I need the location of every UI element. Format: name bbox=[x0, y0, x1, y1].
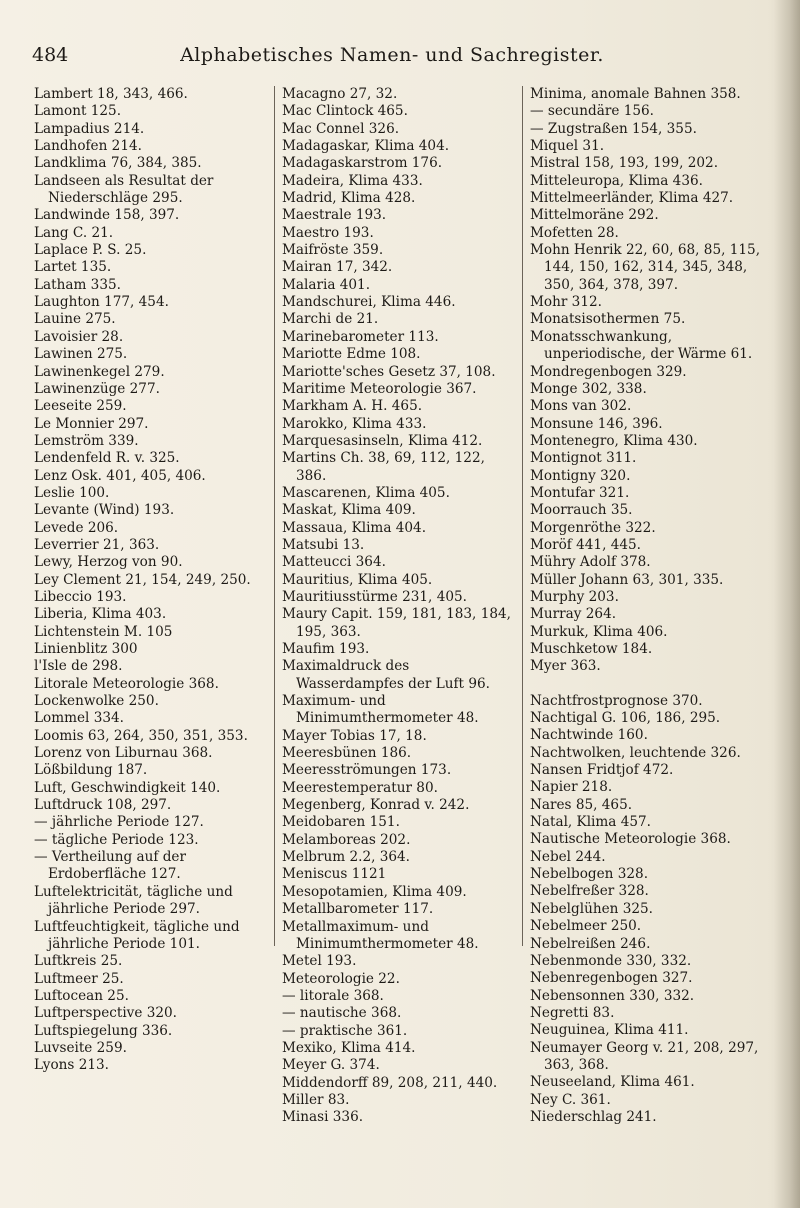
index-entry: Meyer G. 374. bbox=[282, 1057, 380, 1074]
index-entry: Nebelreißen 246. bbox=[530, 935, 651, 952]
index-entry: Maury Capit. 159, 181, 183, 184, 195, 363. bbox=[282, 606, 511, 640]
index-entry: Nebelglühen 325. bbox=[530, 900, 653, 917]
index-entry: Mac Clintock 465. bbox=[282, 103, 408, 120]
index-entry: Melbrum 2.2, 364. bbox=[282, 849, 411, 866]
index-entry: Lemström 339. bbox=[34, 432, 139, 449]
index-entry: Luftmeer 25. bbox=[34, 970, 124, 987]
index-entry: Lendenfeld R. v. 325. bbox=[34, 450, 180, 467]
index-entry: — secundäre 156. bbox=[530, 103, 654, 120]
index-entry: Maximaldruck des Wasserdampfes der Luft 96. bbox=[282, 658, 490, 692]
index-entry: Landklima 76, 384, 385. bbox=[34, 155, 202, 172]
index-entry: Maximum- und Minimumthermometer 48. bbox=[282, 693, 479, 727]
index-entry: Levede 206. bbox=[34, 519, 119, 536]
index-entry: Natal, Klima 457. bbox=[530, 814, 651, 831]
index-entry: Mohr 312. bbox=[530, 294, 602, 311]
index-entry: Moröf 441, 445. bbox=[530, 536, 641, 553]
index-entry: Landhofen 214. bbox=[34, 138, 142, 155]
index-entry: Mascarenen, Klima 405. bbox=[282, 484, 450, 501]
index-entry: Mondregenbogen 329. bbox=[530, 363, 687, 380]
index-entry: Lang C. 21. bbox=[34, 224, 114, 241]
index-entry: Maestro 193. bbox=[282, 224, 374, 241]
index-entry: Metel 193. bbox=[282, 953, 357, 970]
index-entry: Landwinde 158, 397. bbox=[34, 207, 180, 224]
index-entry: Lommel 334. bbox=[34, 710, 124, 727]
index-entry: Madeira, Klima 433. bbox=[282, 172, 423, 189]
index-entry: Le Monnier 297. bbox=[34, 415, 149, 432]
running-title: Alphabetisches Namen- und Sachregister. bbox=[180, 44, 604, 66]
index-entry: Nebelbogen 328. bbox=[530, 866, 649, 883]
index-entry: Madagaskarstrom 176. bbox=[282, 155, 443, 172]
index-entry: Luftperspective 320. bbox=[34, 1005, 177, 1022]
index-entry: Mesopotamien, Klima 409. bbox=[282, 883, 467, 900]
index-entry: Massaua, Klima 404. bbox=[282, 519, 427, 536]
index-entry: Mohn Henrik 22, 60, 68, 85, 115, 144, 150, 162, 314, 345, 348, 350, 364, 378, 397. bbox=[530, 242, 761, 293]
index-entry: Laughton 177, 454. bbox=[34, 294, 169, 311]
index-entry: Landseen als Resultat der Niederschläge 295. bbox=[34, 172, 214, 207]
index-entry: Monatsisothermen 75. bbox=[530, 311, 686, 328]
index-entry: Miquel 31. bbox=[530, 138, 605, 155]
index-entry: Nebensonnen 330, 332. bbox=[530, 987, 695, 1004]
index-entry: Nares 85, 465. bbox=[530, 796, 633, 813]
index-entry: Morgenröthe 322. bbox=[530, 519, 656, 536]
index-entry: Maskat, Klima 409. bbox=[282, 502, 416, 519]
index-entry: Meeresströmungen 173. bbox=[282, 762, 452, 779]
index-entry: Neuguinea, Klima 411. bbox=[530, 1022, 689, 1039]
index-entry: Melamboreas 202. bbox=[282, 831, 411, 848]
index-entry: Middendorff 89, 208, 211, 440. bbox=[282, 1074, 498, 1091]
index-entry: Megenberg, Konrad v. 242. bbox=[282, 797, 470, 814]
index-entry: Meidobaren 151. bbox=[282, 814, 400, 831]
index-entry: Lewy, Herzog von 90. bbox=[34, 554, 183, 571]
index-entry: Monge 302, 338. bbox=[530, 380, 647, 397]
index-entry: Laplace P. S. 25. bbox=[34, 242, 147, 259]
index-entry: Matsubi 13. bbox=[282, 536, 365, 553]
index-entry: Lawinenzüge 277. bbox=[34, 380, 160, 397]
index-entry: Mariotte'sches Gesetz 37, 108. bbox=[282, 363, 496, 380]
index-entry: Lavoisier 28. bbox=[34, 328, 124, 345]
index-entry: Linienblitz 300 bbox=[34, 641, 138, 657]
index-entry: Markham A. H. 465. bbox=[282, 398, 423, 415]
page-edge-shadow bbox=[774, 0, 800, 1208]
index-entry: Marokko, Klima 433. bbox=[282, 415, 427, 432]
index-entry: Montigny 320. bbox=[530, 467, 631, 484]
index-entry: Nachtwolken, leuchtende 326. bbox=[530, 744, 741, 761]
index-entry: Levante (Wind) 193. bbox=[34, 502, 175, 519]
index-entry: Luftdruck 108, 297. bbox=[34, 797, 172, 814]
index-entry: Luftocean 25. bbox=[34, 987, 129, 1004]
index-entry: Nebel 244. bbox=[530, 848, 606, 865]
index-entry: Litorale Meteorologie 368. bbox=[34, 675, 219, 692]
index-entry: Mauritius, Klima 405. bbox=[282, 571, 433, 588]
index-entry: Nebelfreßer 328. bbox=[530, 883, 649, 900]
index-entry: Müller Johann 63, 301, 335. bbox=[530, 571, 724, 588]
index-entry: Marquesasinseln, Klima 412. bbox=[282, 432, 483, 449]
index-entry: Luftspiegelung 336. bbox=[34, 1022, 173, 1039]
index-entry: Montenegro, Klima 430. bbox=[530, 432, 698, 449]
index-entry: Mac Connel 326. bbox=[282, 120, 400, 137]
index-entry: Malaria 401. bbox=[282, 276, 371, 293]
index-entry: Madagaskar, Klima 404. bbox=[282, 138, 450, 155]
index-entry: Marchi de 21. bbox=[282, 311, 379, 328]
index-entry: Luftelektricität, tägliche und jährliche Periode 297. bbox=[34, 883, 233, 918]
index-entry: Meniscus 1121 bbox=[282, 866, 387, 883]
index-entry: Myer 363. bbox=[530, 658, 601, 675]
index-entry: Leverrier 21, 363. bbox=[34, 536, 160, 553]
index-entry: Matteucci 364. bbox=[282, 554, 386, 571]
index-entry: — praktische 361. bbox=[282, 1022, 408, 1039]
index-entry: Mexiko, Klima 414. bbox=[282, 1039, 416, 1056]
index-entry: — Zugstraßen 154, 355. bbox=[530, 120, 697, 137]
index-entry: Maritime Meteorologie 367. bbox=[282, 380, 477, 397]
index-entry: Moorrauch 35. bbox=[530, 502, 633, 519]
index-entry: Muschketow 184. bbox=[530, 641, 653, 657]
index-entry: Lambert 18, 343, 466. bbox=[34, 86, 188, 102]
index-entry: — litorale 368. bbox=[282, 987, 384, 1004]
page-header bbox=[22, 44, 762, 74]
page-number: 484 bbox=[32, 44, 69, 66]
index-entry: Libeccio 193. bbox=[34, 588, 127, 605]
index-entry: Nachtigal G. 106, 186, 295. bbox=[530, 710, 721, 727]
index-entry: Mistral 158, 193, 199, 202. bbox=[530, 155, 719, 172]
index-entry: Meerestemperatur 80. bbox=[282, 779, 438, 796]
index-entry: Lorenz von Liburnau 368. bbox=[34, 745, 213, 762]
index-entry: — tägliche Periode 123. bbox=[34, 831, 199, 848]
index-entry: Meteorologie 22. bbox=[282, 970, 400, 987]
index-column-3 bbox=[530, 86, 770, 1126]
index-entry: Nebelmeer 250. bbox=[530, 918, 642, 935]
index-columns bbox=[34, 86, 774, 1196]
index-entry: Nachtfrostprognose 370. bbox=[530, 692, 703, 709]
index-entry: Nachtwinde 160. bbox=[530, 727, 648, 744]
index-entry: Lartet 135. bbox=[34, 259, 112, 276]
index-entry: Niederschlag 241. bbox=[530, 1108, 657, 1125]
index-entry: Lampadius 214. bbox=[34, 120, 145, 137]
index-entry: Nautische Meteorologie 368. bbox=[530, 831, 731, 848]
index-entry: Mofetten 28. bbox=[530, 224, 619, 241]
index-entry: Lyons 213. bbox=[34, 1057, 109, 1074]
index-entry: Liberia, Klima 403. bbox=[34, 606, 167, 623]
index-entry: Lawinenkegel 279. bbox=[34, 363, 165, 380]
index-entry: Maifröste 359. bbox=[282, 242, 384, 259]
index-entry: Napier 218. bbox=[530, 779, 613, 796]
index-entry: Mühry Adolf 378. bbox=[530, 554, 651, 571]
index-entry: Murphy 203. bbox=[530, 588, 619, 605]
index-entry: Marinebarometer 113. bbox=[282, 328, 439, 345]
index-entry: — Vertheilung auf der Erdoberfläche 127. bbox=[34, 849, 186, 883]
index-entry: Neuseeland, Klima 461. bbox=[530, 1074, 695, 1091]
index-entry: Luftkreis 25. bbox=[34, 953, 123, 970]
index-entry: Miller 83. bbox=[282, 1091, 350, 1108]
index-column-1 bbox=[34, 86, 266, 1075]
column-divider bbox=[274, 86, 275, 946]
index-entry: Murray 264. bbox=[530, 606, 617, 623]
index-entry: Minasi 336. bbox=[282, 1109, 364, 1126]
index-entry: Macagno 27, 32. bbox=[282, 86, 398, 102]
index-entry: Nebenregenbogen 327. bbox=[530, 970, 693, 987]
index-entry: — nautische 368. bbox=[282, 1005, 402, 1022]
index-entry: Maestrale 193. bbox=[282, 207, 387, 224]
index-entry bbox=[530, 676, 770, 693]
index-entry: Lenz Osk. 401, 405, 406. bbox=[34, 467, 206, 484]
index-entry: Meeresbünen 186. bbox=[282, 745, 412, 762]
index-entry: Ney C. 361. bbox=[530, 1091, 611, 1108]
index-entry: Montignot 311. bbox=[530, 450, 637, 467]
index-entry: Murkuk, Klima 406. bbox=[530, 623, 668, 640]
index-entry: Metallmaximum- und Minimumthermometer 48. bbox=[282, 918, 479, 952]
index-entry: Luft, Geschwindigkeit 140. bbox=[34, 779, 221, 796]
index-entry: Ley Clement 21, 154, 249, 250. bbox=[34, 571, 251, 588]
index-entry: Martins Ch. 38, 69, 112, 122, 386. bbox=[282, 450, 485, 484]
index-entry: Minima, anomale Bahnen 358. bbox=[530, 86, 741, 102]
index-column-2 bbox=[282, 86, 514, 1127]
index-entry: l'Isle de 298. bbox=[34, 658, 123, 675]
index-entry: Montufar 321. bbox=[530, 484, 630, 501]
index-entry: — jährliche Periode 127. bbox=[34, 814, 204, 831]
index-entry: Maufim 193. bbox=[282, 641, 370, 657]
index-entry: Metallbarometer 117. bbox=[282, 901, 434, 918]
index-entry: Leeseite 259. bbox=[34, 398, 127, 415]
index-entry: Mandschurei, Klima 446. bbox=[282, 294, 456, 311]
index-entry: Lichtenstein M. 105 bbox=[34, 623, 173, 640]
index-entry: Negretti 83. bbox=[530, 1004, 615, 1021]
index-entry: Lamont 125. bbox=[34, 103, 122, 120]
index-entry: Mariotte Edme 108. bbox=[282, 346, 421, 363]
index-entry: Nansen Fridtjof 472. bbox=[530, 762, 674, 779]
index-entry: Neumayer Georg v. 21, 208, 297, 363, 368. bbox=[530, 1039, 759, 1073]
index-entry: Lockenwolke 250. bbox=[34, 693, 159, 710]
index-entry: Luvseite 259. bbox=[34, 1039, 127, 1056]
index-entry: Luftfeuchtigkeit, tägliche und jährliche Periode 101. bbox=[34, 918, 240, 952]
index-entry: Madrid, Klima 428. bbox=[282, 190, 416, 207]
index-entry: Mons van 302. bbox=[530, 398, 632, 415]
index-entry: Mauritiusstürme 231, 405. bbox=[282, 588, 467, 605]
index-entry: Lauine 275. bbox=[34, 311, 116, 328]
index-entry: Mitteleuropa, Klima 436. bbox=[530, 172, 703, 189]
index-entry: Loomis 63, 264, 350, 351, 353. bbox=[34, 727, 248, 744]
index-entry: Mairan 17, 342. bbox=[282, 259, 393, 276]
index-entry: Monsune 146, 396. bbox=[530, 415, 663, 432]
index-entry: Nebenmonde 330, 332. bbox=[530, 952, 692, 969]
index-entry: Monatsschwankung, unperiodische, der Wärme 61. bbox=[530, 328, 753, 363]
index-entry: Mittelmoräne 292. bbox=[530, 207, 659, 224]
index-entry: Leslie 100. bbox=[34, 484, 110, 501]
index-entry: Lawinen 275. bbox=[34, 346, 128, 363]
column-divider bbox=[522, 86, 523, 946]
index-entry: Latham 335. bbox=[34, 276, 121, 293]
index-entry: Mayer Tobias 17, 18. bbox=[282, 727, 427, 744]
index-entry: Lößbildung 187. bbox=[34, 762, 148, 779]
index-entry: Mittelmeerländer, Klima 427. bbox=[530, 190, 734, 207]
